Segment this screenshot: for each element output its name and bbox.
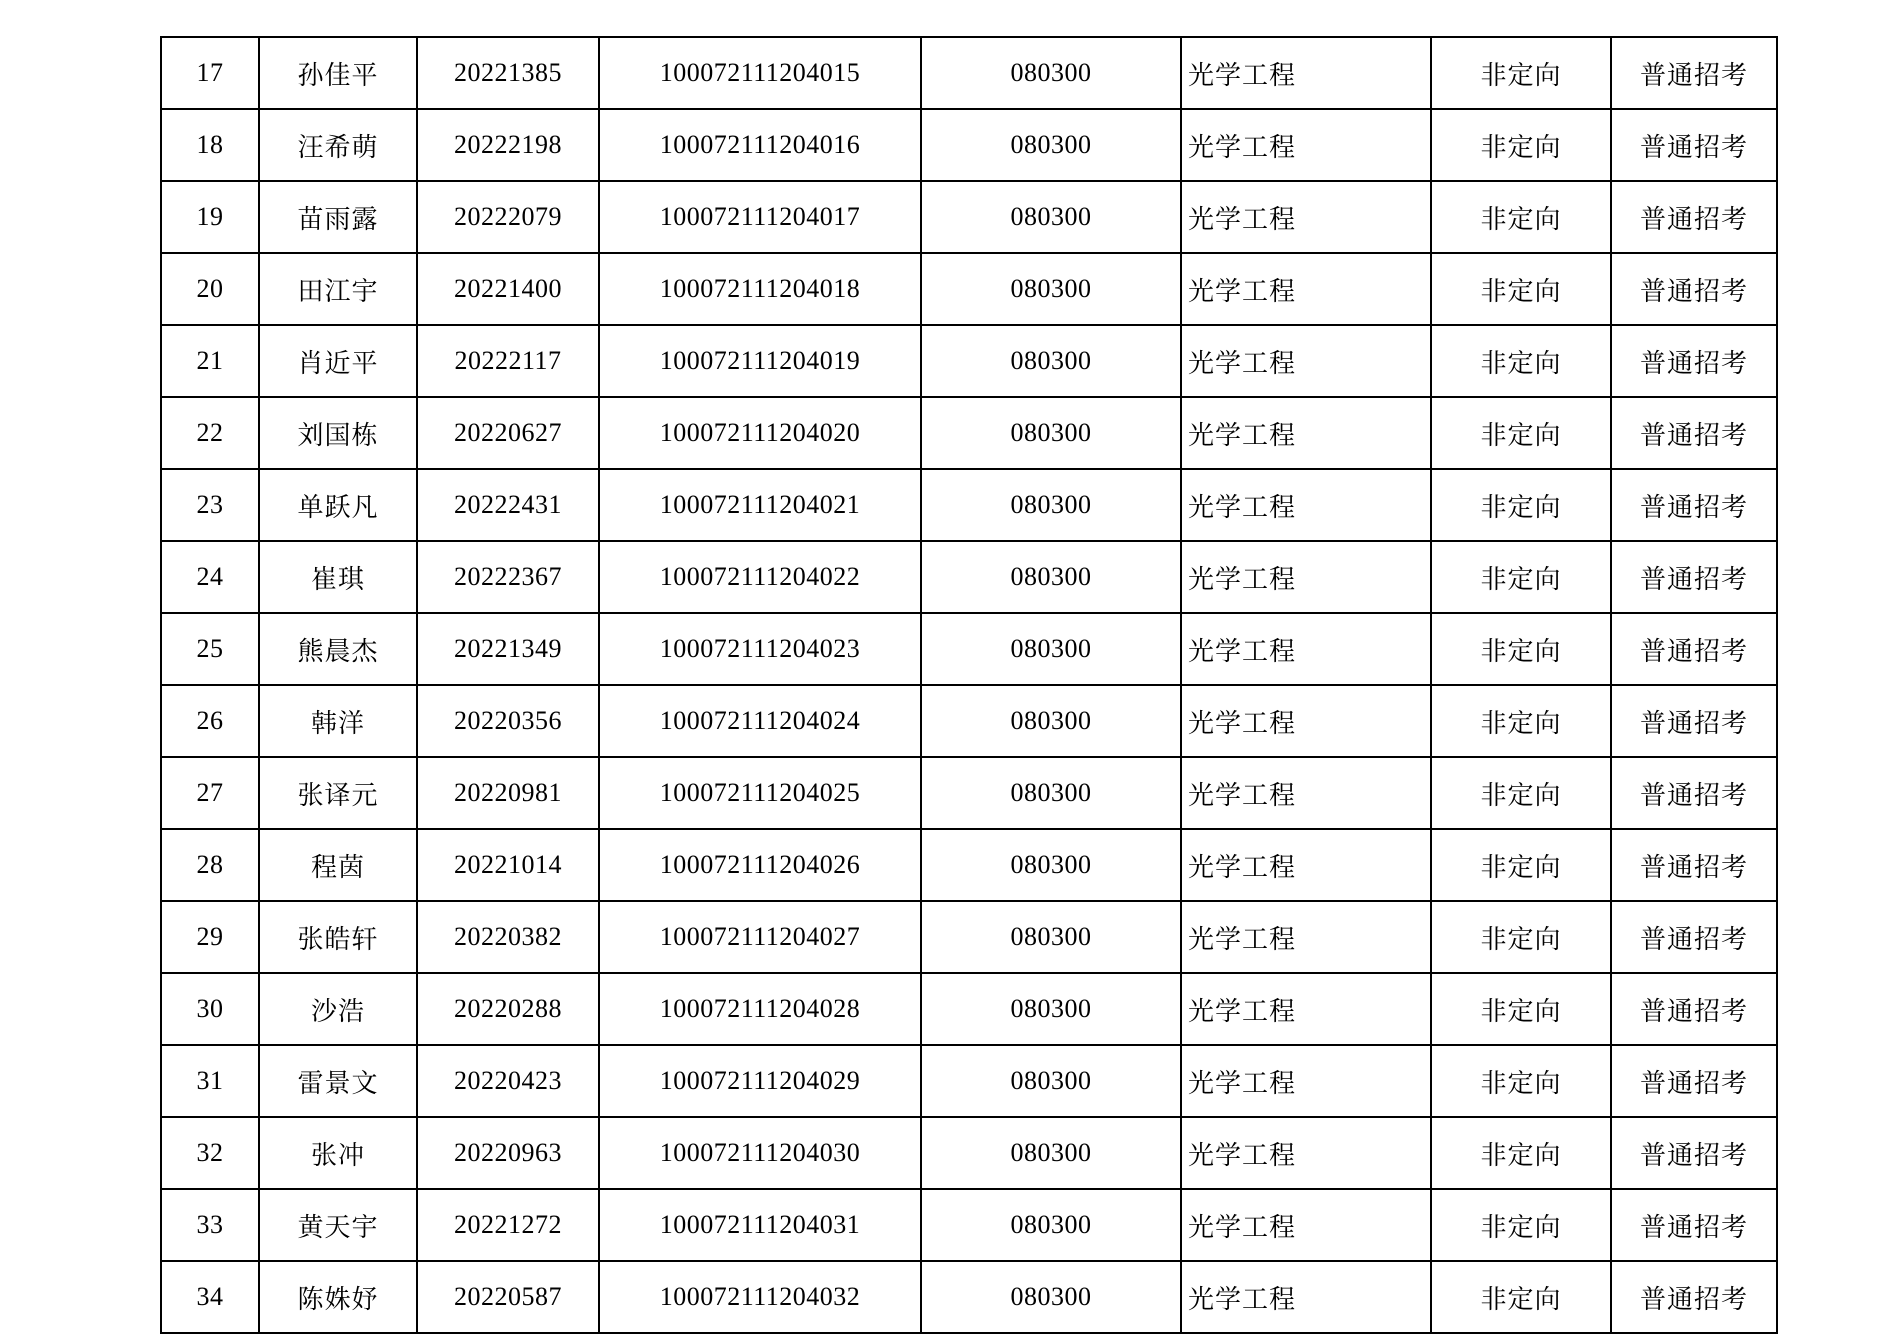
cell-name: 熊晨杰: [259, 613, 417, 685]
cell-study-type: 非定向: [1431, 325, 1611, 397]
cell-major-code: 080300: [921, 325, 1181, 397]
cell-exam-type: 普通招考: [1611, 757, 1777, 829]
cell-index: 32: [161, 1117, 259, 1189]
cell-major-code: 080300: [921, 109, 1181, 181]
cell-ticket-no: 100072111204027: [599, 901, 921, 973]
cell-exam-id: 20220288: [417, 973, 599, 1045]
cell-study-type: 非定向: [1431, 181, 1611, 253]
cell-ticket-no: 100072111204024: [599, 685, 921, 757]
cell-exam-type: 普通招考: [1611, 1117, 1777, 1189]
cell-major-name: 光学工程: [1181, 1261, 1431, 1333]
cell-exam-id: 20221349: [417, 613, 599, 685]
cell-exam-id: 20222198: [417, 109, 599, 181]
cell-index: 34: [161, 1261, 259, 1333]
cell-major-name: 光学工程: [1181, 757, 1431, 829]
cell-study-type: 非定向: [1431, 685, 1611, 757]
cell-major-code: 080300: [921, 613, 1181, 685]
cell-study-type: 非定向: [1431, 757, 1611, 829]
cell-exam-id: 20222431: [417, 469, 599, 541]
cell-major-code: 080300: [921, 1189, 1181, 1261]
cell-study-type: 非定向: [1431, 901, 1611, 973]
cell-major-code: 080300: [921, 901, 1181, 973]
cell-study-type: 非定向: [1431, 469, 1611, 541]
cell-major-name: 光学工程: [1181, 901, 1431, 973]
cell-exam-type: 普通招考: [1611, 1045, 1777, 1117]
cell-major-name: 光学工程: [1181, 1045, 1431, 1117]
cell-exam-type: 普通招考: [1611, 685, 1777, 757]
cell-index: 20: [161, 253, 259, 325]
cell-name: 崔琪: [259, 541, 417, 613]
cell-exam-type: 普通招考: [1611, 181, 1777, 253]
cell-exam-id: 20221385: [417, 37, 599, 109]
cell-major-code: 080300: [921, 469, 1181, 541]
cell-major-name: 光学工程: [1181, 37, 1431, 109]
table-row: [161, 397, 1777, 469]
table-row: [161, 685, 1777, 757]
cell-major-name: 光学工程: [1181, 541, 1431, 613]
cell-major-code: 080300: [921, 1117, 1181, 1189]
cell-name: 刘国栋: [259, 397, 417, 469]
admission-roster-table: [160, 36, 1778, 1334]
cell-major-code: 080300: [921, 397, 1181, 469]
cell-major-code: 080300: [921, 37, 1181, 109]
cell-name: 韩洋: [259, 685, 417, 757]
cell-index: 27: [161, 757, 259, 829]
cell-exam-id: 20220587: [417, 1261, 599, 1333]
cell-name: 雷景文: [259, 1045, 417, 1117]
cell-name: 苗雨露: [259, 181, 417, 253]
cell-exam-id: 20220981: [417, 757, 599, 829]
cell-index: 29: [161, 901, 259, 973]
table-row: [161, 829, 1777, 901]
cell-ticket-no: 100072111204021: [599, 469, 921, 541]
cell-study-type: 非定向: [1431, 973, 1611, 1045]
cell-major-code: 080300: [921, 181, 1181, 253]
cell-exam-type: 普通招考: [1611, 973, 1777, 1045]
cell-major-code: 080300: [921, 829, 1181, 901]
cell-ticket-no: 100072111204023: [599, 613, 921, 685]
cell-ticket-no: 100072111204017: [599, 181, 921, 253]
cell-name: 沙浩: [259, 973, 417, 1045]
table-row: [161, 253, 1777, 325]
cell-exam-type: 普通招考: [1611, 1189, 1777, 1261]
cell-ticket-no: 100072111204016: [599, 109, 921, 181]
cell-exam-id: 20220627: [417, 397, 599, 469]
cell-ticket-no: 100072111204028: [599, 973, 921, 1045]
cell-name: 孙佳平: [259, 37, 417, 109]
cell-exam-id: 20221272: [417, 1189, 599, 1261]
table-row: [161, 613, 1777, 685]
table-row: [161, 181, 1777, 253]
table-row: [161, 325, 1777, 397]
table-row: [161, 973, 1777, 1045]
cell-major-name: 光学工程: [1181, 973, 1431, 1045]
cell-exam-id: 20221014: [417, 829, 599, 901]
cell-exam-type: 普通招考: [1611, 253, 1777, 325]
cell-study-type: 非定向: [1431, 541, 1611, 613]
cell-major-code: 080300: [921, 973, 1181, 1045]
cell-study-type: 非定向: [1431, 397, 1611, 469]
table-row: [161, 1045, 1777, 1117]
cell-index: 25: [161, 613, 259, 685]
cell-major-code: 080300: [921, 685, 1181, 757]
cell-index: 22: [161, 397, 259, 469]
table-row: [161, 469, 1777, 541]
cell-study-type: 非定向: [1431, 253, 1611, 325]
cell-study-type: 非定向: [1431, 37, 1611, 109]
cell-major-name: 光学工程: [1181, 397, 1431, 469]
table-row: [161, 1261, 1777, 1333]
cell-ticket-no: 100072111204018: [599, 253, 921, 325]
cell-study-type: 非定向: [1431, 829, 1611, 901]
table-row: [161, 1117, 1777, 1189]
cell-study-type: 非定向: [1431, 1117, 1611, 1189]
cell-ticket-no: 100072111204015: [599, 37, 921, 109]
cell-major-name: 光学工程: [1181, 469, 1431, 541]
cell-name: 陈姝妤: [259, 1261, 417, 1333]
table-body: [161, 37, 1777, 1333]
table-row: [161, 37, 1777, 109]
cell-index: 23: [161, 469, 259, 541]
cell-major-name: 光学工程: [1181, 181, 1431, 253]
cell-index: 30: [161, 973, 259, 1045]
cell-index: 24: [161, 541, 259, 613]
cell-ticket-no: 100072111204025: [599, 757, 921, 829]
cell-major-name: 光学工程: [1181, 1117, 1431, 1189]
cell-name: 程茵: [259, 829, 417, 901]
cell-name: 张译元: [259, 757, 417, 829]
table-row: [161, 901, 1777, 973]
cell-index: 31: [161, 1045, 259, 1117]
table-row: [161, 109, 1777, 181]
cell-ticket-no: 100072111204029: [599, 1045, 921, 1117]
cell-name: 汪希萌: [259, 109, 417, 181]
cell-exam-type: 普通招考: [1611, 829, 1777, 901]
cell-ticket-no: 100072111204031: [599, 1189, 921, 1261]
cell-exam-type: 普通招考: [1611, 1261, 1777, 1333]
cell-index: 19: [161, 181, 259, 253]
cell-name: 单跃凡: [259, 469, 417, 541]
cell-major-name: 光学工程: [1181, 829, 1431, 901]
cell-name: 张冲: [259, 1117, 417, 1189]
cell-exam-id: 20222117: [417, 325, 599, 397]
cell-major-name: 光学工程: [1181, 613, 1431, 685]
cell-index: 33: [161, 1189, 259, 1261]
cell-exam-type: 普通招考: [1611, 109, 1777, 181]
cell-index: 26: [161, 685, 259, 757]
cell-name: 田江宇: [259, 253, 417, 325]
cell-major-code: 080300: [921, 757, 1181, 829]
cell-major-name: 光学工程: [1181, 109, 1431, 181]
cell-study-type: 非定向: [1431, 1045, 1611, 1117]
cell-study-type: 非定向: [1431, 109, 1611, 181]
cell-index: 28: [161, 829, 259, 901]
cell-major-name: 光学工程: [1181, 1189, 1431, 1261]
cell-major-code: 080300: [921, 253, 1181, 325]
cell-major-name: 光学工程: [1181, 325, 1431, 397]
cell-study-type: 非定向: [1431, 613, 1611, 685]
cell-exam-type: 普通招考: [1611, 613, 1777, 685]
cell-exam-type: 普通招考: [1611, 397, 1777, 469]
cell-study-type: 非定向: [1431, 1261, 1611, 1333]
cell-exam-id: 20220356: [417, 685, 599, 757]
cell-major-code: 080300: [921, 1045, 1181, 1117]
cell-exam-type: 普通招考: [1611, 541, 1777, 613]
cell-exam-id: 20220382: [417, 901, 599, 973]
cell-name: 张皓轩: [259, 901, 417, 973]
cell-major-code: 080300: [921, 1261, 1181, 1333]
cell-name: 黄天宇: [259, 1189, 417, 1261]
table-row: [161, 541, 1777, 613]
cell-exam-id: 20222367: [417, 541, 599, 613]
cell-ticket-no: 100072111204032: [599, 1261, 921, 1333]
cell-exam-type: 普通招考: [1611, 325, 1777, 397]
cell-exam-id: 20220423: [417, 1045, 599, 1117]
cell-ticket-no: 100072111204022: [599, 541, 921, 613]
cell-index: 21: [161, 325, 259, 397]
cell-exam-type: 普通招考: [1611, 901, 1777, 973]
cell-ticket-no: 100072111204030: [599, 1117, 921, 1189]
cell-major-name: 光学工程: [1181, 253, 1431, 325]
cell-major-code: 080300: [921, 541, 1181, 613]
table-row: [161, 757, 1777, 829]
cell-index: 17: [161, 37, 259, 109]
table-row: [161, 1189, 1777, 1261]
cell-ticket-no: 100072111204026: [599, 829, 921, 901]
cell-name: 肖近平: [259, 325, 417, 397]
cell-exam-type: 普通招考: [1611, 37, 1777, 109]
cell-exam-id: 20222079: [417, 181, 599, 253]
cell-exam-type: 普通招考: [1611, 469, 1777, 541]
cell-index: 18: [161, 109, 259, 181]
cell-major-name: 光学工程: [1181, 685, 1431, 757]
cell-exam-id: 20220963: [417, 1117, 599, 1189]
cell-exam-id: 20221400: [417, 253, 599, 325]
cell-ticket-no: 100072111204019: [599, 325, 921, 397]
cell-ticket-no: 100072111204020: [599, 397, 921, 469]
cell-study-type: 非定向: [1431, 1189, 1611, 1261]
